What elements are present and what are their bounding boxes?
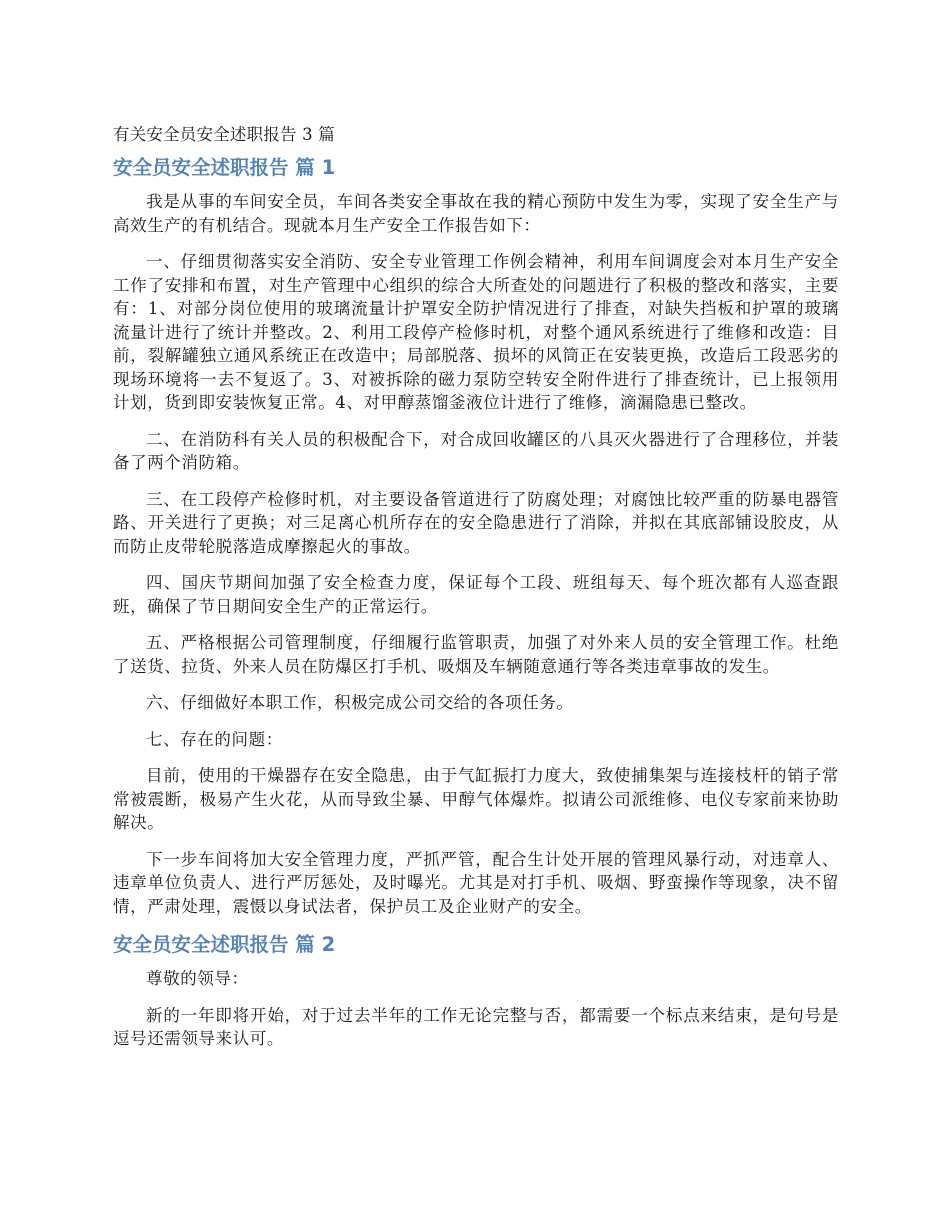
paragraph: 七、存在的问题： <box>146 729 283 749</box>
section-heading: 安全员安全述职报告 篇 2 <box>113 933 336 956</box>
paragraph: 五、严格根据公司管理制度，仔细履行监管职责，加强了对外来人员的安全管理工作。杜绝了送货、拉货、外来人员在防爆区打手机、吸烟及车辆随意通行等各类违章事故的发生。 <box>113 633 839 676</box>
document-page <box>113 122 839 1064</box>
paragraph: 六、仔细做好本职工作，积极完成公司交给的各项任务。 <box>146 693 574 712</box>
paragraph: 我是从事的车间安全员，车间各类安全事故在我的精心预防中发生为零，实现了安全生产与高效生产的有机结合。现就本月生产安全工作报告如下： <box>113 192 839 235</box>
paragraph: 下一步车间将加大安全管理力度，严抓严管，配合生计处开展的管理风暴行动，对违章人、违章单位负责人、进行严厉惩处，及时曝光。尤其是对打手机、吸烟、野蛮操作等现象，决不留情，严肃处理，震慑以身试法者，保护员工及企业财产的安全。 <box>113 849 839 916</box>
document-title: 有关安全员安全述职报告 3 篇 <box>113 125 335 144</box>
section-2 <box>113 931 839 1051</box>
paragraph: 一、仔细贯彻落实安全消防、安全专业管理工作例会精神，利用车间调度会对本月生产安全工作了安排和布置，对生产管理中心组织的综合大所查处的问题进行了积极的整改和落实，主要有：1、对部分岗位使用的玻璃流量计护罩安全防护情况进行了排查，对缺失挡板和护罩的玻璃流量计进行了统计并整改。2、利用工段停产检修时机，对整个通风系统进行了维修和改造：目前，裂解罐独立通风系统正在改造中；局部脱落、损坏的风筒正在安装更换，改造后工段恶劣的现场环境将一去不复返了。3、对被拆除的磁力泵防空转安全附件进行了排查统计，已上报领用计划，货到即安装恢复正常。4、对甲醇蒸馏釜液位计进行了维修，滴漏隐患已整改。 <box>113 252 839 412</box>
paragraph: 四、国庆节期间加强了安全检查力度，保证每个工段、班组每天、每个班次都有人巡查跟班，确保了节日期间安全生产的正常运行。 <box>113 573 839 616</box>
paragraph: 三、在工段停产检修时机，对主要设备管道进行了防腐处理；对腐蚀比较严重的防暴电器管路、开关进行了更换；对三足离心机所存在的安全隐患进行了消除，并拟在其底部铺设胶皮，从而防止皮带轮脱落造成摩擦起火的事故。 <box>113 489 839 556</box>
section-1 <box>113 154 839 918</box>
paragraph: 尊敬的领导： <box>146 969 249 988</box>
paragraph: 目前，使用的干燥器存在安全隐患，由于气缸振打力度大，致使捕集架与连接枝杆的销子常常被震断，极易产生火花，从而导致尘暴、甲醇气体爆炸。拟请公司派维修、电仪专家前来协助解决。 <box>113 766 839 832</box>
section-heading: 安全员安全述职报告 篇 1 <box>113 156 336 179</box>
paragraph: 二、在消防科有关人员的积极配合下，对合成回收罐区的八具灭火器进行了合理移位，并装备了两个消防箱。 <box>113 429 839 472</box>
paragraph: 新的一年即将开始，对于过去半年的工作无论完整与否，都需要一个标点来结束，是句号是逗号还需领导来认可。 <box>113 1005 839 1048</box>
